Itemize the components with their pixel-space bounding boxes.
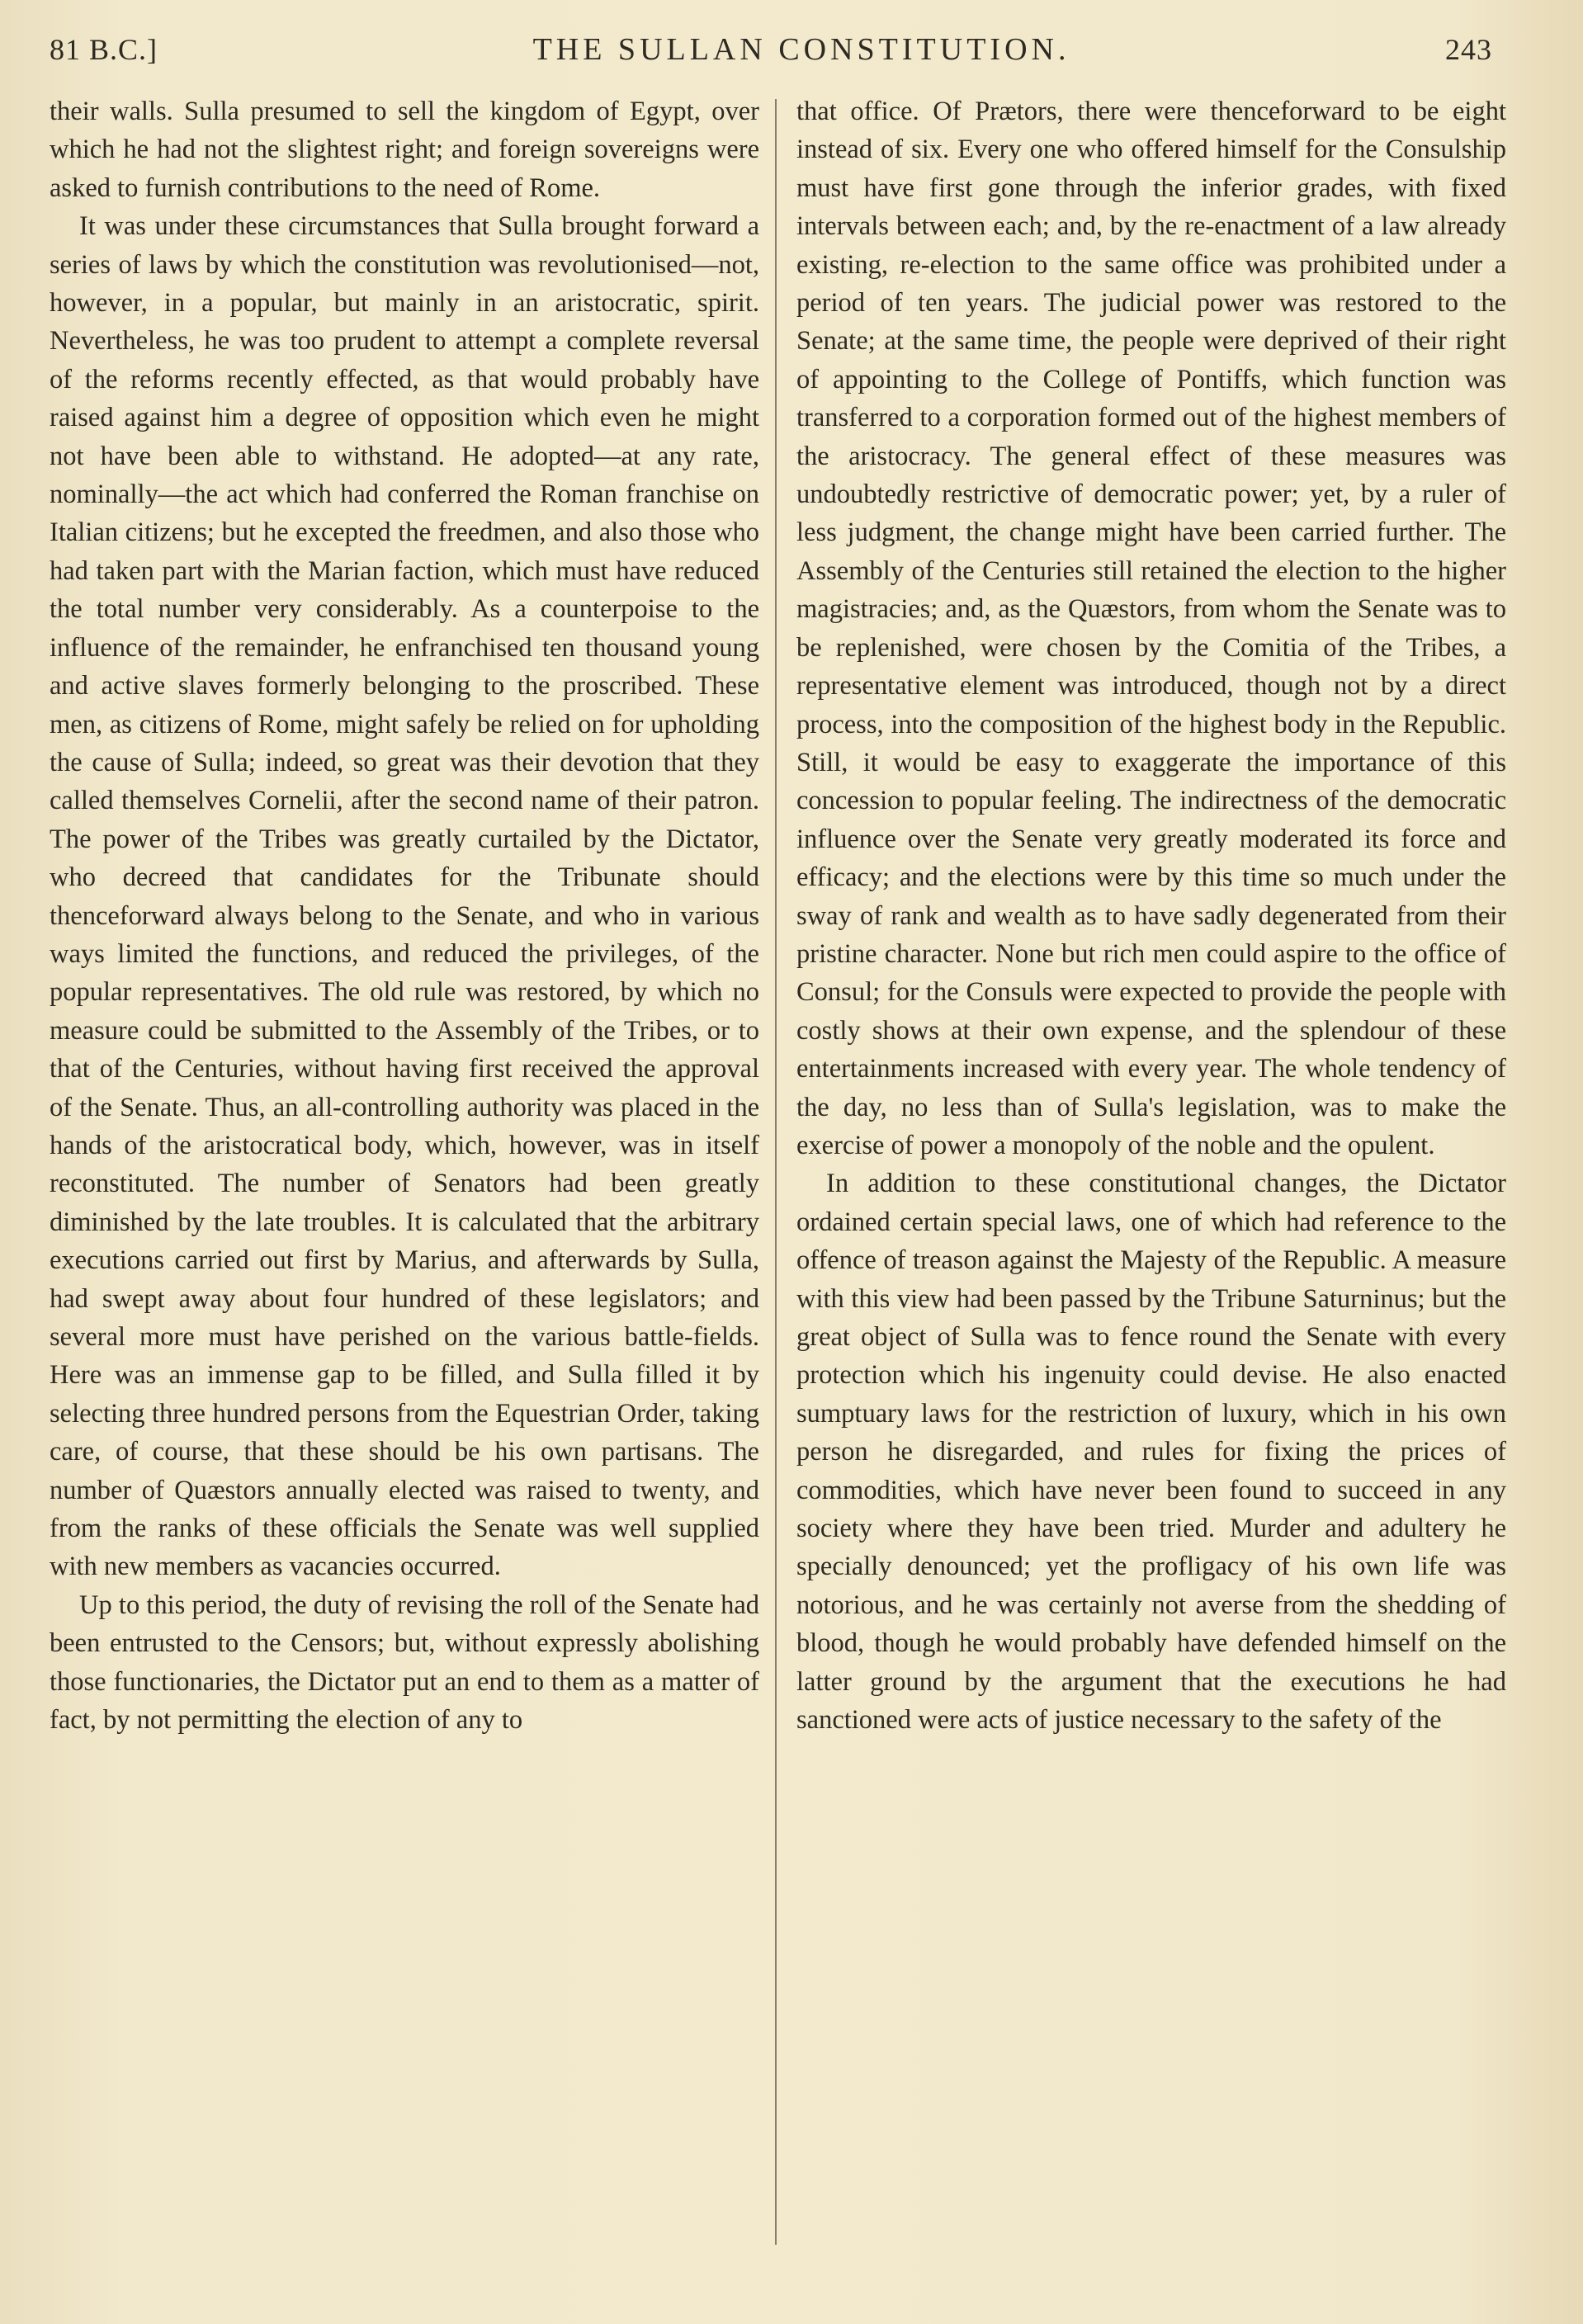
- paragraph: Up to this period, the duty of revising the roll of the Senate had been entrusted to the Censors; but, without expressly abolishing those functionaries, the Dictator put an end to them as a matter of fact, by not permitting the election of any to: [50, 1589, 759, 1736]
- running-header: [50, 25, 1492, 74]
- paragraph: It was under these circumstances that Sulla brought forward a series of laws by which the constitution was revolutionised—not, however, in a popular, but mainly in an aristocratic, spirit. Nevertheless, he was too prudent to attempt a complete reversal of the reforms recently effected, as that would probably have raised against him a degree of opposition which even he might not have been able to withstand. He adopted—at any rate, nominally—the act which had conferred the Roman franchise on Italian citizens; but he excepted the freedmen, and also those who had taken part with the Marian faction, which must have reduced the total number very considerably. As a counterpoise to the influence of the remainder, he enfranchised ten thousand young and active slaves formerly belonging to the proscribed. These men, as citizens of Rome, might safely be relied on for upholding the cause of Sulla; indeed, so great was their devotion that they called themselves Cornelii, after the second name of their patron. The power of the Tribes was greatly curtailed by the Dictator, who decreed that candidates for the Tribunate should thenceforward always belong to the Senate, and who in various ways limited the functions, and reduced the privileges, of the popular representatives. The old rule was restored, by which no measure could be submitted to the Assembly of the Tribes, or to that of the Centuries, without having first received the approval of the Senate. Thus, an all-controlling authority was placed in the hands of the aristocratical body, which, however, was in itself reconstituted. The number of Senators had been greatly diminished by the late troubles. It is calculated that the arbitrary executions carried out first by Marius, and afterwards by Sulla, had swept away about four hundred of these legislators; and several more must have perished on the various battle-fields. Here was an immense gap to be filled, and Sulla filled it by selecting three hundred persons from the Equestrian Order, taking care, of course, that these should be his own partisans. The number of Quæstors annually elected was raised to twenty, and from the ranks of these officials the Senate was well supplied with new members as vacancies occurred.: [50, 211, 759, 1582]
- paragraph: their walls. Sulla presumed to sell the kingdom of Egypt, over which he had not the slightest right; and foreign sovereigns were asked to furnish contributions to the need of Rome.: [50, 97, 759, 203]
- left-column: [50, 92, 759, 2271]
- paragraph: that office. Of Prætors, there were thenceforward to be eight instead of six. Every one who offered himself for the Consulship must have first gone through the inferior grades, with fixed intervals between each; and, by the re-enactment of a law already existing, re-election to the same office was prohibited under a period of ten years. The judicial power was restored to the Senate; at the same time, the people were deprived of their right of appointing to the College of Pontiffs, which function was transferred to a corporation formed out of the highest members of the aristocracy. The general effect of these measures was undoubtedly restrictive of democratic power; yet, by a ruler of less judgment, the change might have been carried further. The Assembly of the Centuries still retained the election to the higher magistracies; and, as the Quæstors, from whom the Senate was to be replenished, were chosen by the Comitia of the Tribes, a representative element was introduced, though not by a direct process, into the composition of the highest body in the Republic. Still, it would be easy to exaggerate the importance of this concession to popular feeling. The indirectness of the democratic influence over the Senate very greatly moderated its force and efficacy; and the elections were by this time so much under the sway of rank and wealth as to have sadly degenerated from their pristine character. None but rich men could aspire to the office of Consul; for the Consuls were expected to provide the people with costly shows at their own expense, and the splendour of these entertainments increased with every year. The whole tendency of the day, no less than of Sulla's legislation, was to make the exercise of power a monopoly of the noble and the opulent.: [796, 97, 1506, 1160]
- page-number: 243: [1445, 33, 1492, 66]
- header-title: THE SULLAN CONSTITUTION.: [532, 32, 1070, 67]
- paragraph: In addition to these constitutional changes, the Dictator ordained certain special laws, one of which had reference to the offence of treason against the Majesty of the Republic. A measure with this view had been passed by the Tribune Saturninus; but the great object of Sulla was to fence round the Senate with every protection which his ingenuity could devise. He also enacted sumptuary laws for the restriction of luxury, which in his own person he disregarded, and rules for fixing the prices of commodities, which have never been found to succeed in any society where they have been tried. Murder and adultery he specially denounced; yet the profligacy of his own life was notorious, and he was certainly not averse from the shedding of blood, though he would probably have defended himself on the latter ground by the argument that the executions he had sanctioned were acts of justice necessary to the safety of the: [796, 1169, 1506, 1736]
- right-column: [796, 92, 1506, 2271]
- column-divider: [775, 99, 777, 2245]
- header-date: 81 B.C.]: [50, 33, 158, 66]
